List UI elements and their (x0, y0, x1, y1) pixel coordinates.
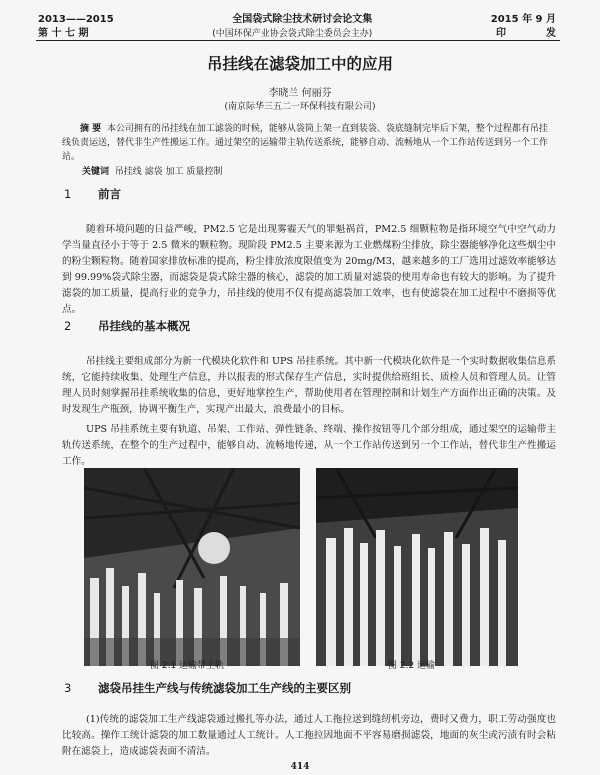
figure-2-2-caption: 图 2.2 运输 (388, 661, 436, 671)
header-rule (36, 40, 560, 41)
section-2-heading (64, 318, 190, 334)
paper-authors: 李晓兰 何丽芬 (268, 88, 332, 99)
section-number: 1 (64, 187, 72, 201)
header-print-1: 印 (496, 28, 506, 39)
abstract (62, 122, 550, 164)
figure-2-1-caption: 图 2.1 运输带主轨 (150, 661, 225, 671)
section-title: 滤袋吊挂生产线与传统滤袋加工生产线的主要区别 (98, 681, 351, 695)
section-3-heading (64, 680, 351, 696)
section-3-paragraph: (1)传统的滤袋加工生产线滤袋通过搬扎等办法，通过人工拖拉送到缝纫机旁边，费时又费力，职工劳动强度也比较高。操作工统计滤袋的加工数量通过人工统计。人工拖拉因地面不平容易磨损滤袋，地面的灰尘或污渍有时会粘附在滤袋上，造成滤袋表面不清洁。 (62, 714, 556, 757)
page-number: 414 (290, 762, 310, 772)
keywords-text: 吊挂线 滤袋 加工 质量控制 (114, 167, 223, 177)
keywords-label: 关键词 (82, 167, 110, 177)
section-1-heading (64, 186, 121, 202)
section-1-paragraph: 随着环境问题的日益严峻，PM2.5 它是出现雾霾天气的罪魁祸首，PM2.5 细颗粒物是指环境空气中空气动力学当量直径小于等于 2.5 微米的颗粒物。现阶段 PM2.5 主要来源为工业燃煤粉尘排放，除尘器能够净化这些烟尘中的粉尘颗粒物。随着国家排放标准的提高，粉尘排放浓度限值变为 20mg/M3，越来越多的工厂选用过滤效率能够达到 99.99%袋式除尘器，而滤袋是袋式除尘器的核心，滤袋的加工质量对滤袋的使用寿命也有较大的影响。为了提升滤袋的加工质量，提高行业的竞争力，吊挂线的使用不仅有提高滤袋加工效率，也有使滤袋在加工过程中不磨损等优点。 (62, 224, 556, 315)
header-print-2: 发 (546, 28, 556, 39)
section-2-paragraph-2: UPS 吊挂系统主要有轨道、吊架、工作站、弹性链条、终端、操作按钮等几个部分组成，通过架空的运输带主轨传送系统，在整个的生产过程中，能够自动、流畅地传递，从一个工作站传送到另一个工作站，替代非生产性搬运工作。 (62, 424, 556, 467)
section-number: 2 (64, 319, 72, 333)
abstract-text: 本公司拥有的吊挂线在加工滤袋的时候，能够从袋筒上架一直到装袋、袋底缝制完毕后下架，整个过程都有吊挂线负责运送，替代非生产性搬运工作。通过架空的运输带主轨传送系统，能够自动、流畅地从一个工作站传送到另一个工作站。 (62, 124, 549, 162)
section-title: 前言 (98, 187, 121, 201)
section-2-paragraph-1: 吊挂线主要组成部分为新一代模块化软件和 UPS 吊挂系统。其中新一代模块化软件是一个实时数据收集信息系统，它能持续收集、处理生产信息，并以报表的形式保存生产信息，实时提供给班组长、质检人员和管理人员。让管理人员时刻掌握吊挂系统收集的信息，更好地掌控生产，帮助使用者在管理控制和计划生产方面作出正确的决策。及时发现生产瓶颈，协调平衡生产，实现产出最大，浪费最小的目标。 (62, 356, 556, 415)
keywords (82, 164, 550, 177)
paper-affiliation: (南京际华三五二一环保科技有限公司) (224, 102, 376, 112)
header-proceedings-title: 全国袋式除尘技术研讨会论文集 (232, 14, 373, 25)
figure-2-1-photo (84, 468, 300, 666)
header-issue: 第 十 七 期 (38, 28, 89, 39)
abstract-label: 摘 要 (80, 124, 102, 134)
section-number: 3 (64, 681, 72, 695)
figure-2-2-photo (316, 468, 518, 666)
header-date: 2015 年 9 月 (490, 14, 556, 25)
paper-title: 吊挂线在滤袋加工中的应用 (206, 55, 393, 73)
section-title: 吊挂线的基本概况 (98, 319, 190, 333)
running-header (38, 10, 556, 38)
header-organizer: (中国环保产业协会袋式除尘委员会主办) (212, 29, 373, 39)
header-years: 2013——2015 (38, 14, 114, 25)
